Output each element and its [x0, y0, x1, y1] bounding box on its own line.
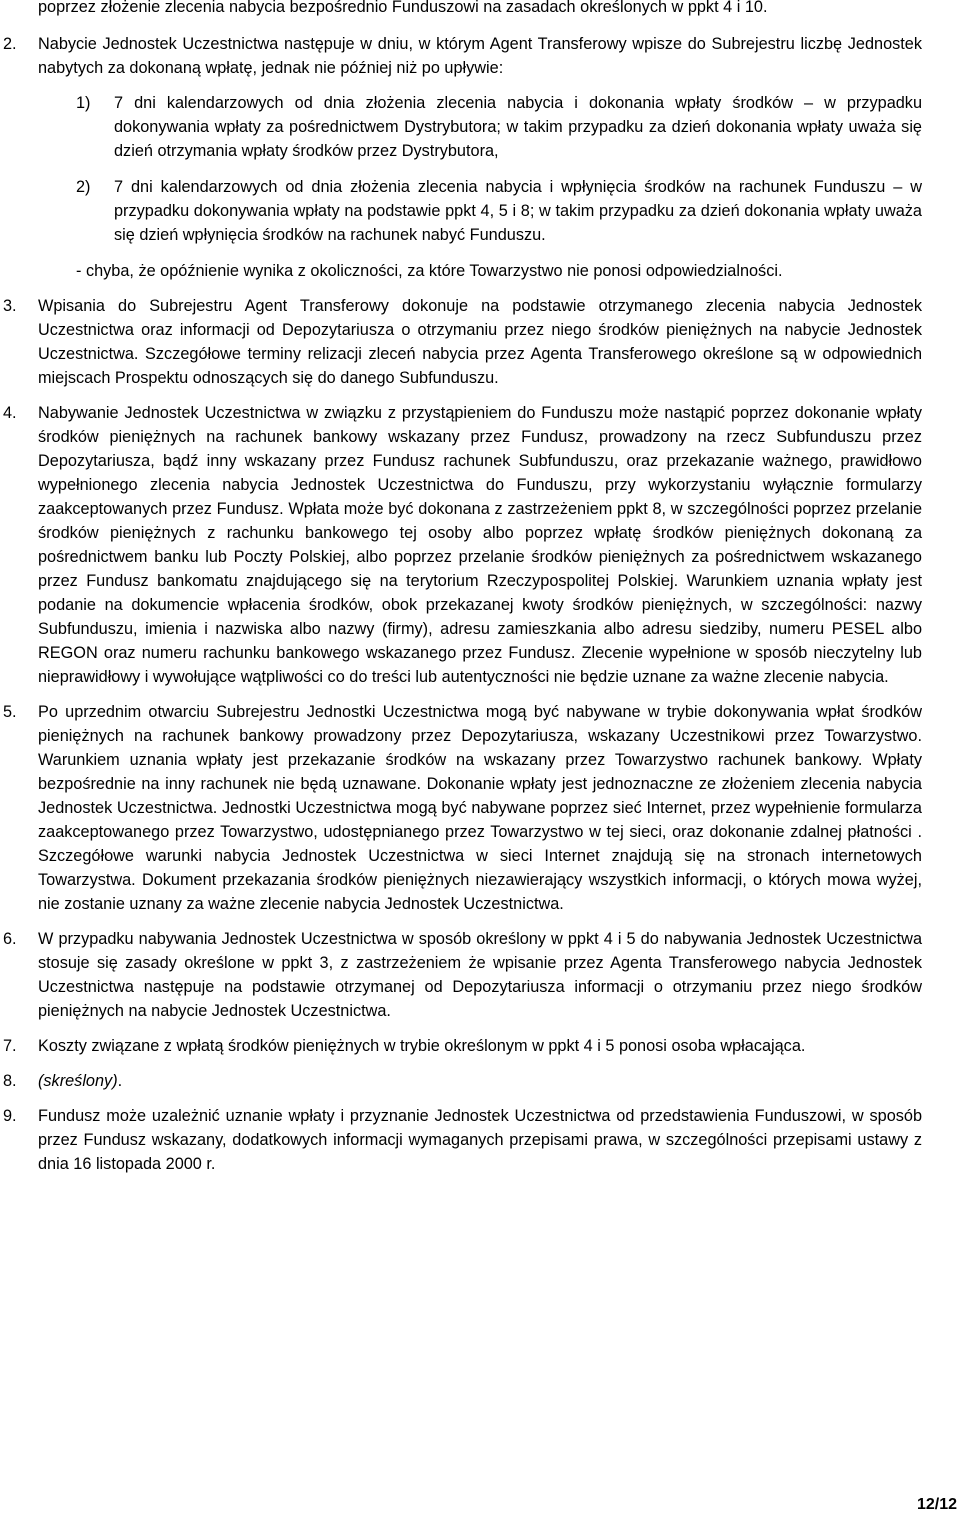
list-item-3 [3, 294, 922, 390]
item-text: Fundusz może uzależnić uznanie wpłaty i przyznanie Jednostek Uczestnictwa od przedstawienia Funduszowi, w sposób przez Fundusz wskazany, dodatkowych informacji wymaganych przepisami prawa, w szczególności przepisami ustawy z dnia 16 listopada 2000 r. [38, 1107, 922, 1173]
item-number: 4. [3, 404, 17, 422]
item-text: W przypadku nabywania Jednostek Uczestnictwa w sposób określony w ppkt 4 i 5 do nabywania Jednostek Uczestnictwa stosuje się zasady określone w ppkt 3, z zastrzeżeniem że wpisanie przez Agenta Transferowego nabycia Jednostek Uczestnictwa następuje na podstawie otrzymanej od Depozytariusza informacji o otrzymaniu przez niego środków pieniężnych na nabycie Jednostek Uczestnictwa. [38, 930, 922, 1020]
sub-item-text: 7 dni kalendarzowych od dnia złożenia zlecenia nabycia i dokonania wpłaty środków – w przypadku dokonywania wpłaty za pośrednictwem Dystrybutora; w takim przypadku za dzień dokonania wpłaty uważa się dzień otrzymania wpłaty środków przez Dystrybutora, [114, 94, 922, 160]
list-item-2 [3, 32, 922, 283]
sub-item-1 [76, 91, 922, 163]
list-item-5 [3, 700, 922, 916]
item-text-tail: . [117, 1072, 123, 1090]
list-item-7 [3, 1034, 922, 1058]
item-text [38, 1069, 922, 1093]
struck-note: (skreślony) [38, 1072, 118, 1090]
item-text: Po uprzednim otwarciu Subrejestru Jednostki Uczestnictwa mogą być nabywane w trybie dokonywania wpłat środków pieniężnych na rachunek bankowy prowadzony przez Depozytariusza, wskazany Uczestnikowi przez Towarzystwo. Warunkiem uznania wpłaty jest przekazanie środków na wskazany przez Towarzystwo rachunek bankowy. Wpłaty bezpośrednie na inny rachunek nie będą uznawane. Dokonanie wpłaty jest jednoznaczne ze złożeniem zlecenia nabycia Jednostek Uczestnictwa. Jednostki Uczestnictwa mogą być nabywane poprzez sieć Internet, przez wypełnienie formularza zaakceptowanego przez Towarzystwo, udostępnianego przez Towarzystwo w tej sieci, oraz dokonanie zdalnej płatności . Szczegółowe warunki nabycia Jednostek Uczestnictwa w sieci Internet znajdują się na stronach internetowych Towarzystwa. Dokument przekazania środków pieniężnych niezawierający wszystkich informacji, o których mowa wyżej, nie zostanie uznany za ważne zlecenie nabycia Jednostek Uczestnictwa. [38, 703, 922, 913]
item-text: Wpisania do Subrejestru Agent Transferowy dokonuje na podstawie otrzymanego zlecenia nabycia Jednostek Uczestnictwa oraz informacji od Depozytariusza o otrzymaniu przez niego środków pieniężnych na nabycie Jednostek Uczestnictwa. Szczegółowe terminy relizacji zleceń nabycia przez Agenta Transferowego określone są w odpowiednich miejscach Prospektu odnoszących się do danego Subfunduszu. [38, 297, 922, 387]
list-item-9 [3, 1104, 922, 1176]
sub-item-text: 7 dni kalendarzowych od dnia złożenia zlecenia nabycia i wpłynięcia środków na rachunek Funduszu – w przypadku dokonywania wpłaty na podstawie ppkt 4, 5 i 8; w takim przypadku za dzień dokonania wpłaty uważa się dzień wpłynięcia środków na rachunek nabyć Funduszu. [114, 178, 922, 244]
item-number: 5. [3, 703, 17, 721]
item-number: 2. [3, 35, 17, 53]
list-item-4 [3, 401, 922, 689]
list-item-8 [3, 1069, 922, 1093]
item-text: Nabywanie Jednostek Uczestnictwa w związku z przystąpieniem do Funduszu może nastąpić poprzez dokonanie wpłaty środków pieniężnych na rachunek bankowy wskazany przez Fundusz, prowadzony na rzecz Subfunduszu przez Depozytariusza, bądź inny wskazany przez Fundusz rachunek Subfunduszu, oraz przekazanie ważnego, prawidłowo wypełnionego zlecenia nabycia Jednostek Uczestnictwa do Funduszu, przy wykorzystaniu wyłącznie formularzy zaakceptowanych przez Fundusz. Wpłata może być dokonana z zastrzeżeniem ppkt 8, w szczególności poprzez przelanie środków pieniężnych z rachunku bankowego tej osoby albo poprzez wpłatę środków pieniężnych dokonaną za pośrednictwem banku lub Poczty Polskiej, albo poprzez przelanie środków pieniężnych za pośrednictwem wskazanego przez Fundusz bankomatu znajdującego się na terytorium Rzeczypospolitej Polskiej. Warunkiem uznania wpłaty jest podanie na dokumencie wpłacenia środków, obok przekazanej kwoty środków pieniężnych, w szczególności: nazwy Subfunduszu, imienia i nazwiska albo nazwy (firmy), adresu zamieszkania albo adresu siedziby, numeru PESEL albo REGON oraz numeru rachunku bankowego wskazanego przez Fundusz. Zlecenie wypełnione w sposób nieczytelny lub nieprawidłowy i wywołujące wątpliwości co do treści lub autentyczności nie będzie uznane za ważne zlecenie nabycia. [38, 404, 922, 686]
sub-item-2 [76, 175, 922, 247]
list-item-6 [3, 927, 922, 1023]
item-text: Koszty związane z wpłatą środków pieniężnych w trybie określonym w ppkt 4 i 5 ponosi osoba wpłacająca. [38, 1037, 806, 1055]
sub-item-number: 1) [76, 94, 91, 112]
continued-paragraph: poprzez złożenie zlecenia nabycia bezpośrednio Funduszowi na zasadach określonych w ppkt 4 i 10. [38, 0, 768, 16]
item-number: 3. [3, 297, 17, 315]
item-text: Nabycie Jednostek Uczestnictwa następuje w dniu, w którym Agent Transferowy wpisze do Subrejestru liczbę Jednostek nabytych za dokonaną wpłatę, jednak nie później niż po upływie: [38, 35, 922, 77]
item-number: 7. [3, 1037, 17, 1055]
item-number: 6. [3, 930, 17, 948]
item-number: 8. [3, 1072, 17, 1090]
sub-item-number: 2) [76, 178, 91, 196]
item-note: - chyba, że opóźnienie wynika z okoliczności, za które Towarzystwo nie ponosi odpowiedzialności. [76, 262, 783, 280]
page-number: 12/12 [916, 1496, 957, 1513]
item-number: 9. [3, 1107, 17, 1125]
